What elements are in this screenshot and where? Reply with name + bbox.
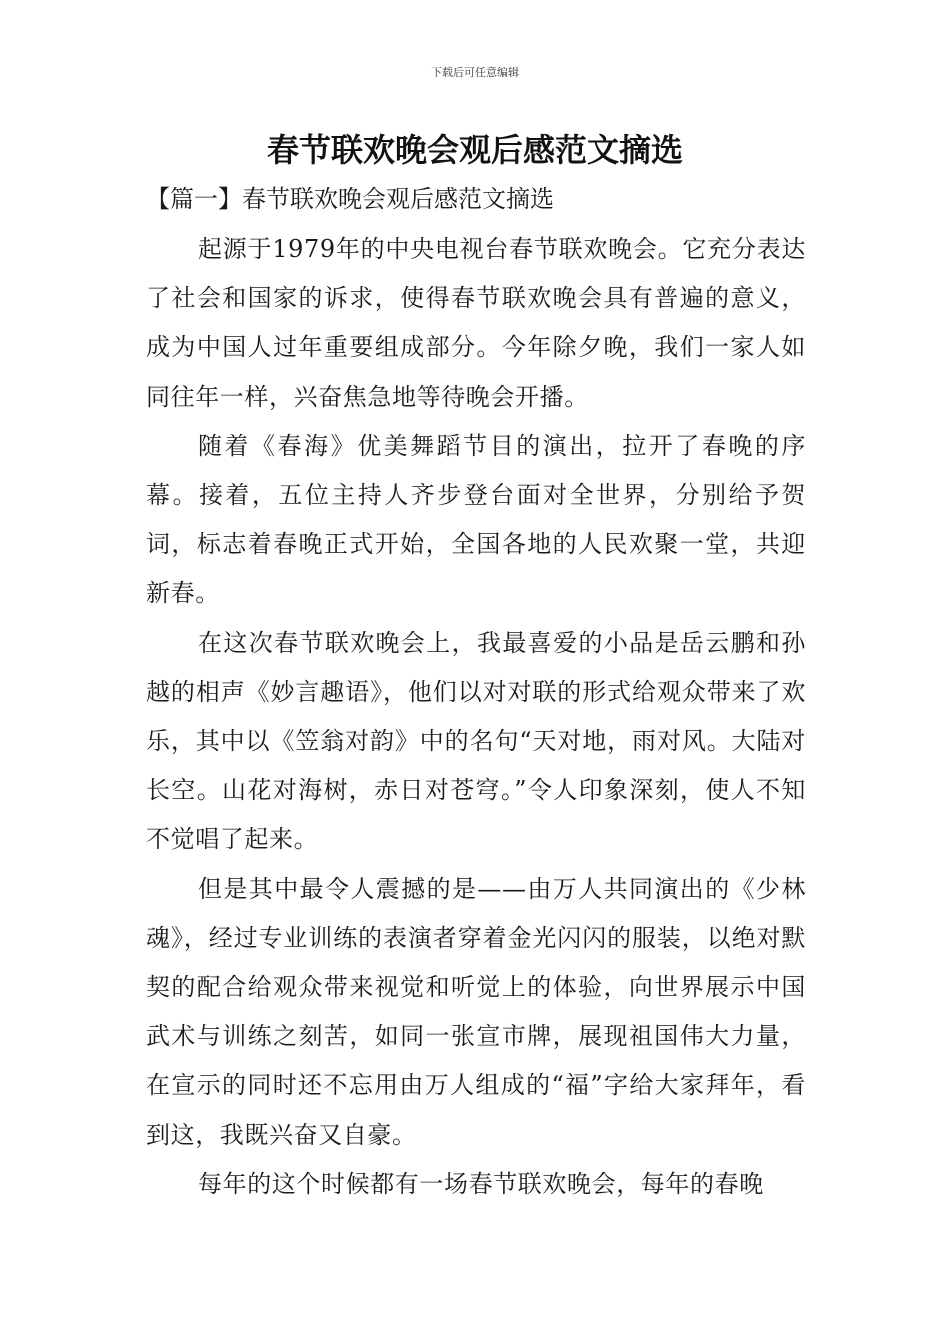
paragraph: 随着《春海》优美舞蹈节目的演出，拉开了春晚的序幕。接着，五位主持人齐步登台面对全世界，分别给予贺词，标志着春晚正式开始，全国各地的人民欢聚一堂，共迎新春。 bbox=[146, 431, 806, 608]
section-heading: 【篇一】春节联欢晚会观后感范文摘选 bbox=[146, 185, 554, 213]
paragraph: 起源于1979年的中央电视台春节联欢晚会。它充分表达了社会和国家的诉求，使得春节联欢晚会具有普遍的意义，成为中国人过年重要组成部分。今年除夕晚，我们一家人如同往年一样，兴奋焦急地等待晚会开播。 bbox=[146, 235, 806, 411]
paragraph: 在这次春节联欢晚会上，我最喜爱的小品是岳云鹏和孙越的相声《妙言趣语》，他们以对对联的形式给观众带来了欢乐，其中以《笠翁对韵》中的名句“天对地，雨对风。大陆对长空。山花对海树，赤日对苍穹。”令人印象深刻，使人不知不觉唱了起来。 bbox=[146, 628, 806, 854]
paragraph: 但是其中最令人震撼的是——由万人共同演出的《少林魂》，经过专业训练的表演者穿着金光闪闪的服装，以绝对默契的配合给观众带来视觉和听觉上的体验，向世界展示中国武术与训练之刻苦，如同一张宣市牌，展现祖国伟大力量，在宣示的同时还不忘用由万人组成的“福”字给大家拜年，看到这，我既兴奋又自豪。 bbox=[146, 874, 806, 1149]
body-text bbox=[146, 225, 806, 1209]
paragraph: 每年的这个时候都有一场春节联欢晚会，每年的春晚 bbox=[198, 1169, 764, 1198]
document-title: 春节联欢晚会观后感范文摘选 bbox=[266, 131, 683, 169]
header-note: 下载后可任意编辑 bbox=[431, 66, 519, 79]
